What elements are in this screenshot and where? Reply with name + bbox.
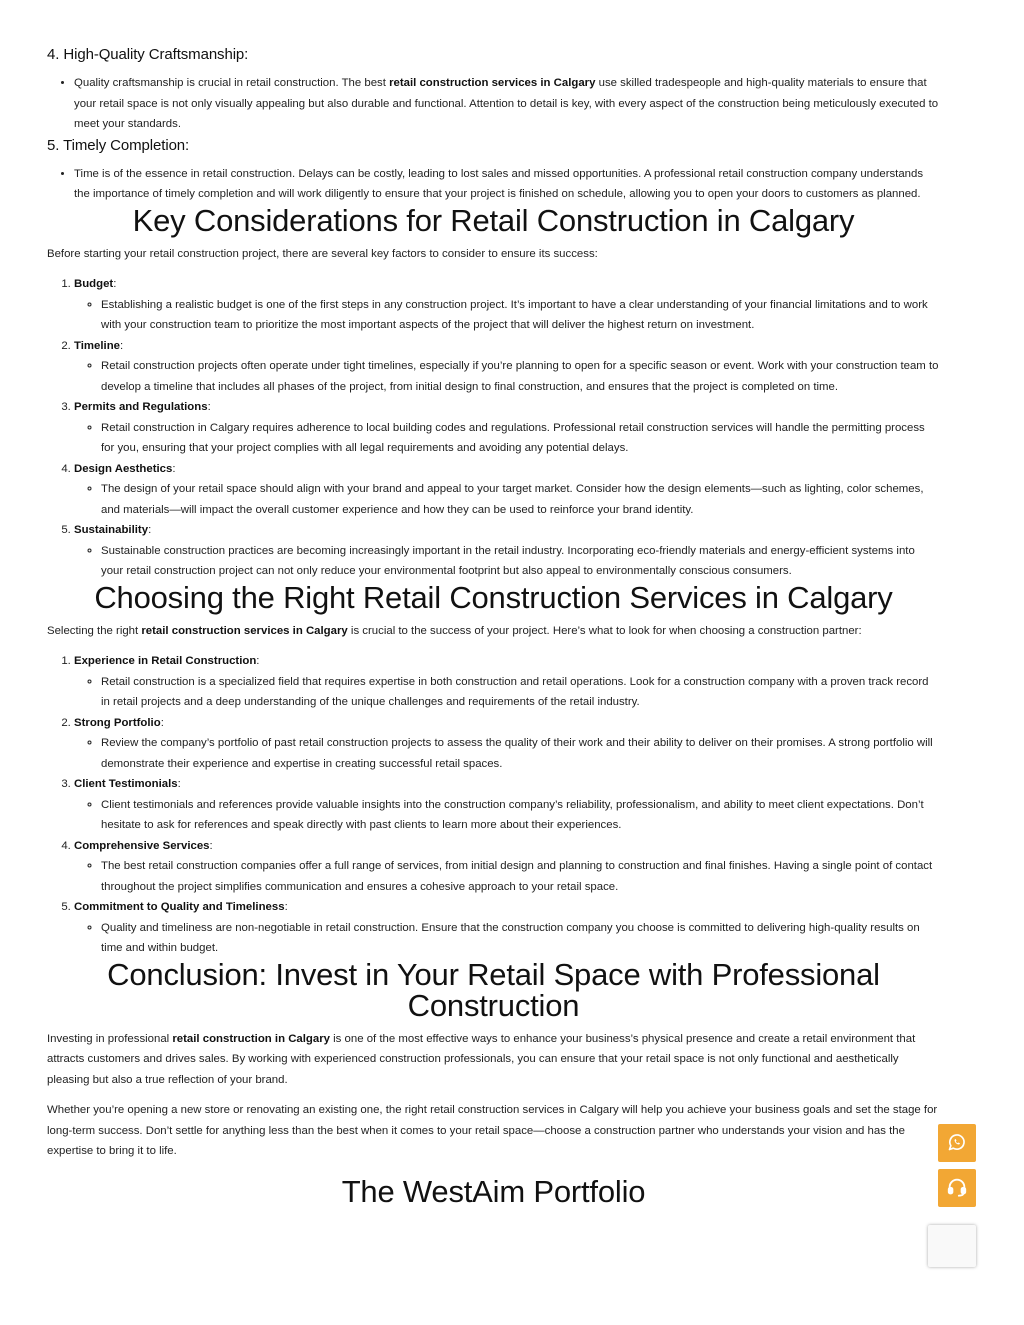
section-heading-craftsmanship: 4. High-Quality Craftsmanship: [47, 46, 249, 63]
list-item [74, 73, 940, 135]
list-item: 2. Strong Portfolio: ◦ Review the company’s portfolio of past retail construction projects to assess the quality of their work and their ability to deliver on their promises. A strong portfolio will demonstrate their experience and expertise in creating successful retail spaces. [74, 713, 940, 775]
item-label: Client Testimonials [74, 778, 178, 790]
item-label: Sustainability [74, 524, 149, 536]
whatsapp-icon [947, 1132, 967, 1155]
list-item: • Time is of the essence in retail construction. Delays can be costly, leading to lost sales and missed opportunities. A professional retail construction company understands the importance of timely completion and will work diligently to ensure that your project is finished on schedule, allowing you to open your doors to customers as planned. [74, 164, 940, 205]
considerations-intro: Before starting your retail construction project, there are several key factors to consider to ensure its success: [47, 247, 598, 260]
considerations-list [47, 274, 940, 582]
list-item: 1. Budget: ◦ Establishing a realistic budget is one of the first steps in any construction project. It’s important to have a clear understanding of your financial limitations and to work with your construction team to prioritize the most important aspects of the project that will deliver the highest return on investment. [74, 274, 940, 336]
item-label: Strong Portfolio [74, 716, 161, 729]
item-label: Commitment to Quality and Timeliness [74, 901, 285, 913]
recaptcha-badge[interactable] [928, 1225, 976, 1267]
list-item: ◦ Sustainable construction practices are becoming increasingly important in the retail industry. Incorporating eco-friendly materials and energy-efficient systems into your retail construction project can not only reduce your environmental footprint but also appeal to environmentally conscious consumers. [101, 541, 940, 582]
list-item: ◦ Review the company’s portfolio of past retail construction projects to assess the quality of their work and their ability to deliver on their promises. A strong portfolio will demonstrate their experience and expertise in creating successful retail spaces. [101, 733, 940, 774]
text-span: Selecting the right [47, 624, 142, 637]
choosing-title: Choosing the Right Retail Construction Services in Calgary [94, 579, 893, 615]
retail-services-link[interactable]: retail construction services in Calgary [389, 77, 596, 89]
list-item: 1. Experience in Retail Construction: ◦ Retail construction is a specialized field that requires expertise in both construction and retail operations. Look for a construction company with a proven track record in retail projects and a deep understanding of the unique challenges and requirements of the retail industry. [74, 651, 940, 713]
retail-services-link[interactable]: retail construction services in Calgary [141, 624, 348, 637]
text-span: is one of the most effective ways to enhance your business’s physical presence and create a retail environment that attracts customers and drives sales. By working with experienced construction professionals, you can ensure that your retail space is not only functional and aesthetically pleasing but also a true reflection of your brand. [47, 1032, 916, 1086]
list-item: 5. Sustainability: ◦ Sustainable construction practices are becoming increasingly important in the retail industry. Incorporating eco-friendly materials and energy-efficient systems into your retail construction project can not only reduce your environmental footprint but also appeal to environmentally conscious consumers. [74, 520, 940, 582]
item-label: Design Aesthetics [74, 462, 173, 475]
text-span: is crucial to the success of your project. Here’s what to look for when choosing a construction partner: [347, 624, 862, 637]
list-item: ◦ Retail construction in Calgary requires adherence to local building codes and regulations. Professional retail construction services will handle the permitting process for you, ensuring that your project complies with all legal requirements and avoiding any potential delays. [101, 418, 940, 459]
list-item: ◦ Establishing a realistic budget is one of the first steps in any construction project. It’s important to have a clear understanding of your financial limitations and to work with your construction team to prioritize the most important aspects of the project that will deliver the highest return on investment. [101, 295, 940, 336]
list-item: 2. Timeline: ◦ Retail construction projects often operate under tight timelines, especially if you’re planning to open for a specific season or event. Work with your construction team to develop a timeline that includes all phases of the project, from initial design to final construction, and ensures that the project is completed on time. [74, 336, 940, 398]
list-item: ◦ The best retail construction companies offer a full range of services, from initial design and planning to construction and final finishes. Having a single point of contact throughout the project simplifies communication and ensures a cohesive approach to your retail space. [101, 856, 940, 897]
craftsmanship-list [47, 73, 940, 135]
list-item: 4. Comprehensive Services: ◦ The best retail construction companies offer a full range of services, from initial design and planning to construction and final finishes. Having a single point of contact throughout the project simplifies communication and ensures a cohesive approach to your retail space. [74, 836, 940, 898]
list-item: ◦ Client testimonials and references provide valuable insights into the construction company’s reliability, professionalism, and ability to meet client expectations. Don’t hesitate to ask for references and speak directly with past clients to learn more about their experiences. [101, 795, 940, 836]
list-item: ◦ Retail construction projects often operate under tight timelines, especially if you’re planning to open for a specific season or event. Work with your construction team to develop a timeline that includes all phases of the project, from initial design to final construction, and ensures that the project is completed on time. [101, 356, 940, 397]
item-label: Comprehensive Services [74, 839, 210, 852]
portfolio-title: The WestAim Portfolio [341, 1173, 646, 1209]
section-heading-timely: 5. Timely Completion: [47, 136, 190, 154]
list-item: 3. Permits and Regulations: ◦ Retail construction in Calgary requires adherence to local building codes and regulations. Professional retail construction services will handle the permitting process for you, ensuring that your project complies with all legal requirements and avoiding any potential delays. [74, 397, 940, 459]
list-item: ◦ Retail construction is a specialized field that requires expertise in both construction and retail operations. Look for a construction company with a proven track record in retail projects and a deep understanding of the unique challenges and requirements of the retail industry. [101, 672, 940, 713]
item-label: Budget [74, 278, 114, 290]
text-span: Quality craftsmanship is crucial in retail construction. The best [74, 77, 390, 89]
text-span: Investing in professional [47, 1032, 173, 1045]
timely-list [47, 164, 940, 205]
choosing-intro [47, 621, 940, 642]
item-label: Timeline [74, 339, 121, 352]
retail-construction-link[interactable]: retail construction in Calgary [172, 1032, 330, 1045]
whatsapp-button[interactable] [938, 1124, 976, 1162]
list-item: 4. Design Aesthetics: ◦ The design of your retail space should align with your brand and appeal to your target market. Consider how the design elements—such as lighting, color schemes, and materials—will impact the overall customer experience and how they can be used to reinforce your brand identity. [74, 459, 940, 521]
list-item: 3. Client Testimonials: ◦ Client testimonials and references provide valuable insights into the construction company’s reliability, professionalism, and ability to meet client expectations. Don’t hesitate to ask for references and speak directly with past clients to learn more about their experiences. [74, 774, 940, 836]
article-content [47, 38, 940, 1215]
conclusion-paragraph-2: Whether you’re opening a new store or renovating an existing one, the right retail construction services in Calgary will help you achieve your business goals and set the stage for long-term success. Don’t settle for anything less than the best when it comes to your retail space—choose a construction partner who understands your vision and has the expertise to bring it to life. [47, 1104, 938, 1157]
list-item: ◦ The design of your retail space should align with your brand and appeal to your target market. Consider how the design elements—such as lighting, color schemes, and materials—will impact the overall customer experience and how they can be used to reinforce your brand identity. [101, 479, 940, 520]
text-span: use skilled tradespeople and high-quality materials to ensure that your retail space is not only visually appealing but also durable and functional. Attention to detail is key, with every aspect of the construction being meticulously executed to meet your standards. [74, 77, 939, 130]
headset-icon [946, 1176, 968, 1201]
considerations-title: Key Considerations for Retail Construction in Calgary [132, 202, 855, 238]
list-item: 5. Commitment to Quality and Timeliness: ◦ Quality and timeliness are non-negotiable in retail construction. Ensure that the construction company you choose is committed to delivering high-quality results on time and within budget. [74, 897, 940, 959]
choosing-list [47, 651, 940, 959]
conclusion-title: Conclusion: Invest in Your Retail Space with Professional Construction [107, 956, 880, 1023]
item-label: Experience in Retail Construction [74, 655, 257, 667]
item-label: Permits and Regulations [74, 401, 208, 413]
support-button[interactable] [938, 1169, 976, 1207]
list-item: ◦ Quality and timeliness are non-negotiable in retail construction. Ensure that the construction company you choose is committed to delivering high-quality results on time and within budget. [101, 918, 940, 959]
conclusion-paragraph-1 [47, 1029, 940, 1091]
